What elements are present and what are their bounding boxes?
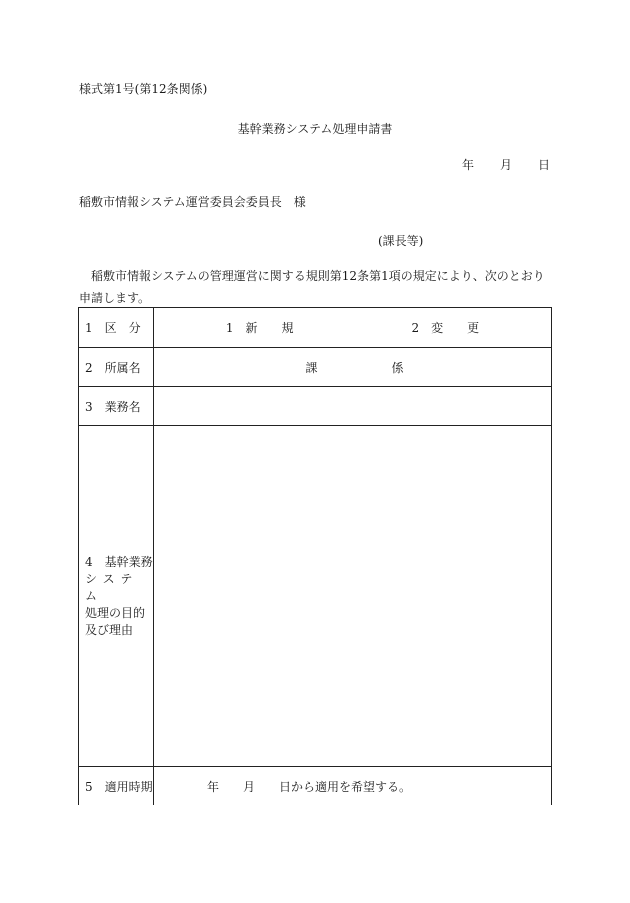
addressee: 稲敷市情報システム運営委員会委員長 様: [79, 195, 306, 209]
option-change[interactable]: 2 変 更: [411, 321, 480, 335]
department-cell[interactable]: [154, 348, 552, 387]
purpose-field[interactable]: [154, 426, 552, 767]
application-form-table: [78, 307, 552, 805]
classification-cell[interactable]: [154, 308, 552, 348]
purpose-label-line2: システム: [85, 571, 139, 603]
effective-date-field[interactable]: [154, 767, 552, 806]
table-row: [79, 767, 552, 806]
body-text: 稲敷市情報システムの管理運営に関する規則第12条第1項の規定により、次のとおり申請します。: [79, 269, 545, 305]
purpose-label-line1: 4 基幹業務: [85, 554, 153, 569]
date-month: 月: [499, 158, 512, 172]
effective-day-suffix: 日から適用を希望する。: [279, 779, 412, 794]
purpose-label-line3: 処理の目的: [85, 605, 146, 620]
application-date: [462, 156, 550, 173]
effective-month: 月: [243, 779, 256, 794]
option-new[interactable]: 1 新 規: [225, 321, 294, 335]
effective-year: 年: [207, 779, 220, 794]
purpose-label: [79, 426, 154, 767]
classification-label: 1 区 分: [79, 308, 154, 348]
signer-title: (課長等): [378, 234, 424, 248]
table-row: [79, 387, 552, 426]
section-unit: 課: [305, 360, 318, 375]
date-day: 日: [537, 158, 550, 172]
form-number: 様式第1号(第12条関係): [79, 82, 208, 96]
department-label: 2 所属名: [79, 348, 154, 387]
business-name-field[interactable]: [154, 387, 552, 426]
effective-date-label: 5 適用時期: [79, 767, 154, 806]
table-row: [79, 348, 552, 387]
table-row: [79, 308, 552, 348]
subsection-unit: 係: [391, 360, 404, 375]
business-name-label: 3 業務名: [79, 387, 154, 426]
purpose-label-line4: 及び理由: [85, 622, 134, 637]
document-title: 基幹業務システム処理申請書: [237, 122, 393, 136]
date-year: 年: [461, 158, 474, 172]
table-row: [79, 426, 552, 767]
